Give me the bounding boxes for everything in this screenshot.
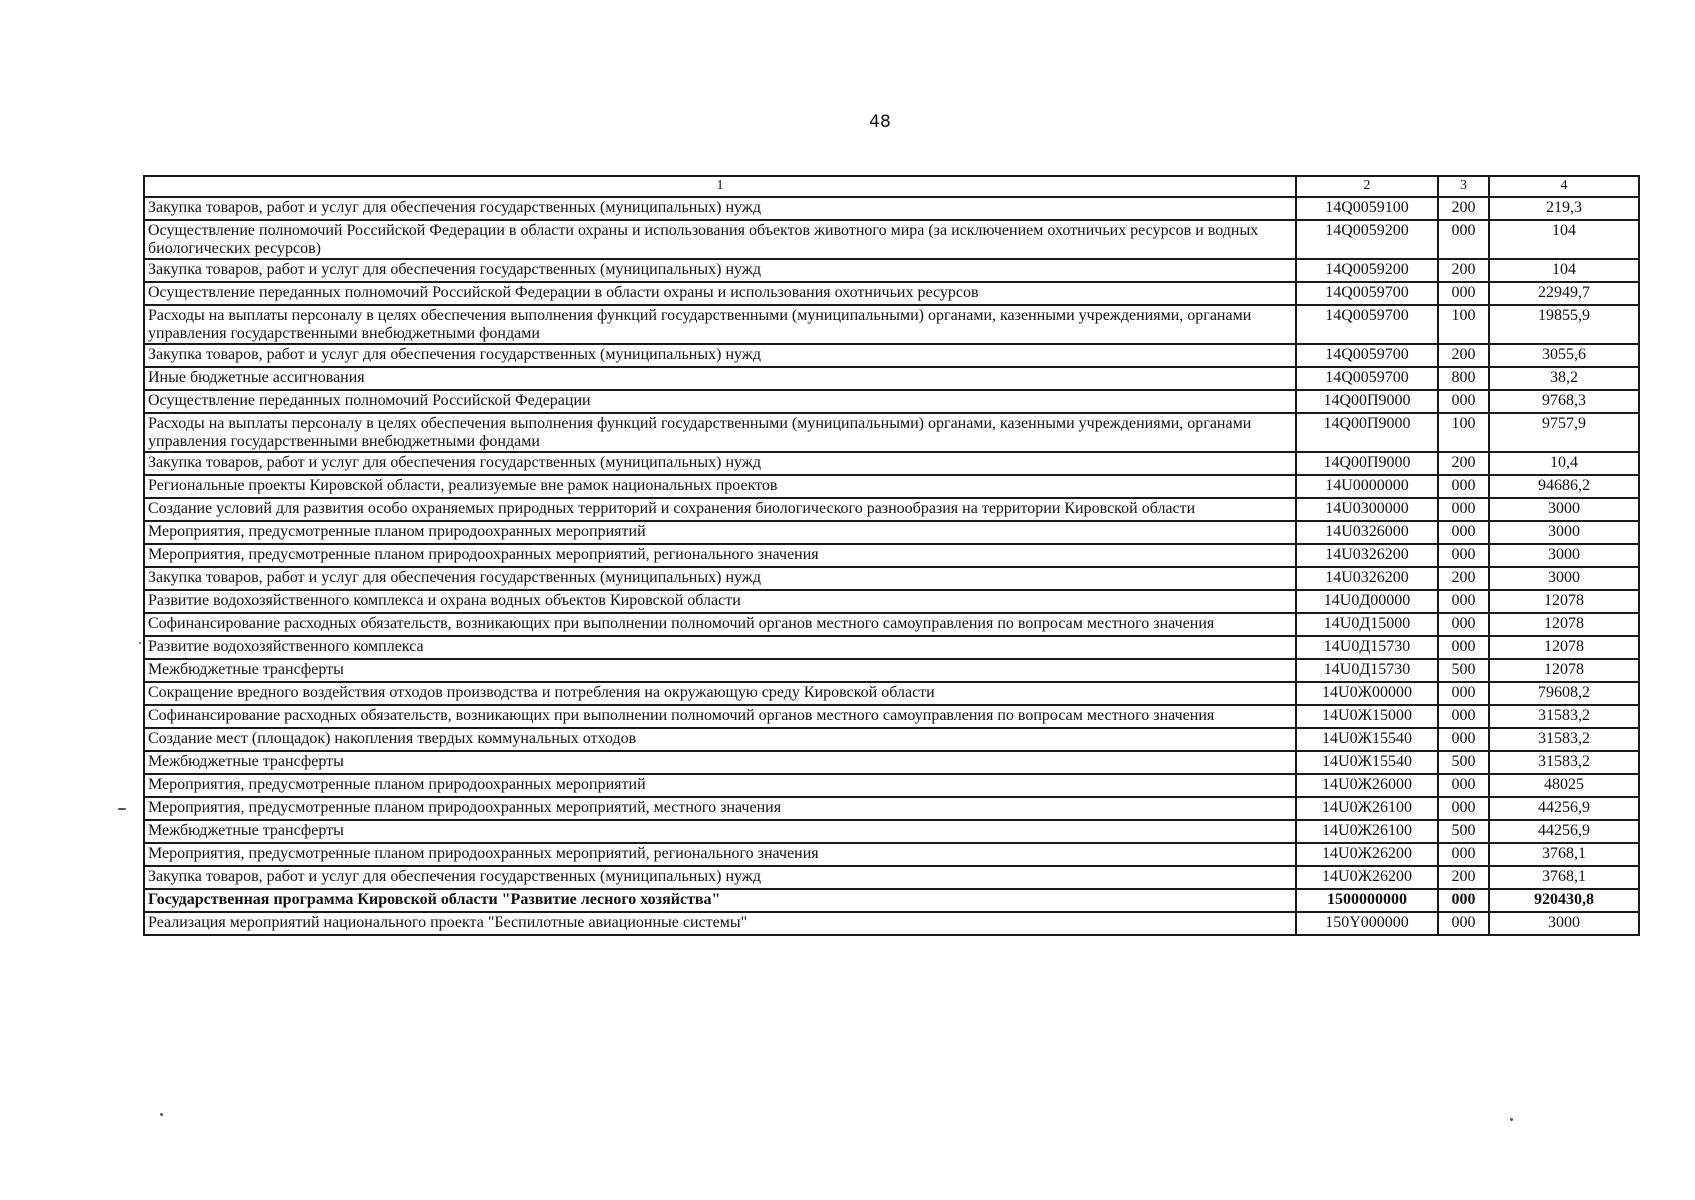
table-row <box>144 912 1639 935</box>
row-name-cell: Софинансирование расходных обязательств, возникающих при выполнении полномочий органов местного самоуправления по вопросам местного значения <box>144 705 1296 728</box>
row-name-cell: Государственная программа Кировской области "Развитие лесного хозяйства" <box>144 889 1296 912</box>
row-name-cell: Софинансирование расходных обязательств, возникающих при выполнении полномочий органов местного самоуправления по вопросам местного значения <box>144 613 1296 636</box>
header-cell-name: 1 <box>144 176 1296 197</box>
table-row <box>144 521 1639 544</box>
row-type-cell: 000 <box>1438 220 1489 259</box>
row-code-cell: 14Q00П9000 <box>1296 413 1438 452</box>
row-type-cell: 000 <box>1438 498 1489 521</box>
scan-speck <box>1510 1118 1513 1121</box>
row-sum-cell: 12078 <box>1489 590 1639 613</box>
row-type-cell: 100 <box>1438 413 1489 452</box>
row-name-cell: Осуществление полномочий Российской Федерации в области охраны и использования объектов животного мира (за исключением охотничьих ресурсов и водных биологических ресурсов) <box>144 220 1296 259</box>
row-type-cell: 000 <box>1438 797 1489 820</box>
row-type-cell: 500 <box>1438 659 1489 682</box>
budget-table <box>143 175 1640 936</box>
table-row <box>144 613 1639 636</box>
row-code-cell: 14Q00П9000 <box>1296 452 1438 475</box>
row-type-cell: 000 <box>1438 390 1489 413</box>
row-code-cell: 150Y000000 <box>1296 912 1438 935</box>
row-sum-cell: 3000 <box>1489 912 1639 935</box>
row-sum-cell: 12078 <box>1489 659 1639 682</box>
row-code-cell: 14U0Д00000 <box>1296 590 1438 613</box>
table-row <box>144 305 1639 344</box>
row-type-cell: 000 <box>1438 843 1489 866</box>
row-name-cell: Расходы на выплаты персоналу в целях обеспечения выполнения функций государственными (муниципальными) органами, казенными учреждениями, органами управления государственными внебюджетными фондами <box>144 305 1296 344</box>
row-name-cell: Осуществление переданных полномочий Российской Федерации в области охраны и использования охотничьих ресурсов <box>144 282 1296 305</box>
row-sum-cell: 44256,9 <box>1489 820 1639 843</box>
row-sum-cell: 9757,9 <box>1489 413 1639 452</box>
row-name-cell: Закупка товаров, работ и услуг для обеспечения государственных (муниципальных) нужд <box>144 259 1296 282</box>
table-row <box>144 820 1639 843</box>
scan-speck <box>139 642 141 644</box>
table-row <box>144 197 1639 220</box>
row-code-cell: 14Q0059700 <box>1296 344 1438 367</box>
row-type-cell: 000 <box>1438 475 1489 498</box>
table-row <box>144 797 1639 820</box>
row-code-cell: 14U0Ж26100 <box>1296 820 1438 843</box>
row-sum-cell: 3000 <box>1489 521 1639 544</box>
table-row <box>144 843 1639 866</box>
row-sum-cell: 44256,9 <box>1489 797 1639 820</box>
row-type-cell: 000 <box>1438 613 1489 636</box>
row-name-cell: Расходы на выплаты персоналу в целях обеспечения выполнения функций государственными (муниципальными) органами, казенными учреждениями, органами управления государственными внебюджетными фондами <box>144 413 1296 452</box>
table-row <box>144 889 1639 912</box>
row-code-cell: 14U0Д15000 <box>1296 613 1438 636</box>
row-sum-cell: 104 <box>1489 259 1639 282</box>
row-type-cell: 000 <box>1438 682 1489 705</box>
row-sum-cell: 3000 <box>1489 544 1639 567</box>
row-type-cell: 200 <box>1438 567 1489 590</box>
row-sum-cell: 31583,2 <box>1489 728 1639 751</box>
row-code-cell: 14U0000000 <box>1296 475 1438 498</box>
row-sum-cell: 3768,1 <box>1489 843 1639 866</box>
row-sum-cell: 3000 <box>1489 567 1639 590</box>
row-code-cell: 14U0Д15730 <box>1296 636 1438 659</box>
scan-speck <box>160 1113 163 1116</box>
table-row <box>144 452 1639 475</box>
row-sum-cell: 31583,2 <box>1489 751 1639 774</box>
table-row <box>144 259 1639 282</box>
table-row <box>144 728 1639 751</box>
row-type-cell: 800 <box>1438 367 1489 390</box>
row-name-cell: Межбюджетные трансферты <box>144 751 1296 774</box>
row-sum-cell: 3768,1 <box>1489 866 1639 889</box>
row-name-cell: Создание условий для развития особо охраняемых природных территорий и сохранения биологического разнообразия на территории Кировской области <box>144 498 1296 521</box>
row-name-cell: Мероприятия, предусмотренные планом природоохранных мероприятий, местного значения <box>144 797 1296 820</box>
row-name-cell: Закупка товаров, работ и услуг для обеспечения государственных (муниципальных) нужд <box>144 567 1296 590</box>
row-name-cell: Мероприятия, предусмотренные планом природоохранных мероприятий, регионального значения <box>144 843 1296 866</box>
row-sum-cell: 104 <box>1489 220 1639 259</box>
page-number: 48 <box>869 112 891 132</box>
row-type-cell: 000 <box>1438 636 1489 659</box>
table-row <box>144 636 1639 659</box>
table-row <box>144 390 1639 413</box>
row-code-cell: 14U0326200 <box>1296 567 1438 590</box>
header-row <box>144 176 1639 197</box>
row-type-cell: 200 <box>1438 259 1489 282</box>
row-name-cell: Создание мест (площадок) накопления твердых коммунальных отходов <box>144 728 1296 751</box>
row-sum-cell: 12078 <box>1489 636 1639 659</box>
row-type-cell: 000 <box>1438 590 1489 613</box>
row-name-cell: Региональные проекты Кировской области, реализуемые вне рамок национальных проектов <box>144 475 1296 498</box>
row-type-cell: 000 <box>1438 728 1489 751</box>
row-sum-cell: 94686,2 <box>1489 475 1639 498</box>
table-row <box>144 367 1639 390</box>
row-type-cell: 000 <box>1438 912 1489 935</box>
row-type-cell: 000 <box>1438 282 1489 305</box>
table-header <box>144 176 1639 197</box>
row-name-cell: Мероприятия, предусмотренные планом природоохранных мероприятий, регионального значения <box>144 544 1296 567</box>
table-row <box>144 774 1639 797</box>
table-row <box>144 682 1639 705</box>
row-code-cell: 14U0326000 <box>1296 521 1438 544</box>
row-type-cell: 000 <box>1438 889 1489 912</box>
row-name-cell: Мероприятия, предусмотренные планом природоохранных мероприятий <box>144 521 1296 544</box>
table-row <box>144 220 1639 259</box>
row-code-cell: 14Q0059700 <box>1296 305 1438 344</box>
row-name-cell: Межбюджетные трансферты <box>144 659 1296 682</box>
row-code-cell: 14Q0059200 <box>1296 259 1438 282</box>
table-row <box>144 544 1639 567</box>
row-name-cell: Иные бюджетные ассигнования <box>144 367 1296 390</box>
row-sum-cell: 3055,6 <box>1489 344 1639 367</box>
row-type-cell: 000 <box>1438 521 1489 544</box>
row-type-cell: 000 <box>1438 774 1489 797</box>
row-code-cell: 14Q00П9000 <box>1296 390 1438 413</box>
table-row <box>144 705 1639 728</box>
row-code-cell: 14U0Ж15540 <box>1296 728 1438 751</box>
row-sum-cell: 38,2 <box>1489 367 1639 390</box>
row-code-cell: 14U0Ж00000 <box>1296 682 1438 705</box>
row-type-cell: 000 <box>1438 705 1489 728</box>
row-sum-cell: 920430,8 <box>1489 889 1639 912</box>
table-row <box>144 344 1639 367</box>
row-code-cell: 14U0Д15730 <box>1296 659 1438 682</box>
row-sum-cell: 19855,9 <box>1489 305 1639 344</box>
header-cell-sum: 4 <box>1489 176 1639 197</box>
row-code-cell: 14U0300000 <box>1296 498 1438 521</box>
row-code-cell: 14U0Ж26200 <box>1296 843 1438 866</box>
row-name-cell: Сокращение вредного воздействия отходов производства и потребления на окружающую среду Кировской области <box>144 682 1296 705</box>
row-code-cell: 14Q0059700 <box>1296 282 1438 305</box>
row-sum-cell: 219,3 <box>1489 197 1639 220</box>
row-type-cell: 500 <box>1438 820 1489 843</box>
table-row <box>144 866 1639 889</box>
row-code-cell: 14Q0059700 <box>1296 367 1438 390</box>
row-sum-cell: 12078 <box>1489 613 1639 636</box>
row-code-cell: 1500000000 <box>1296 889 1438 912</box>
row-type-cell: 200 <box>1438 344 1489 367</box>
table-row <box>144 751 1639 774</box>
row-code-cell: 14U0Ж26000 <box>1296 774 1438 797</box>
row-name-cell: Закупка товаров, работ и услуг для обеспечения государственных (муниципальных) нужд <box>144 197 1296 220</box>
row-name-cell: Закупка товаров, работ и услуг для обеспечения государственных (муниципальных) нужд <box>144 866 1296 889</box>
header-cell-type: 3 <box>1438 176 1489 197</box>
scan-speck <box>118 808 126 810</box>
row-sum-cell: 48025 <box>1489 774 1639 797</box>
row-code-cell: 14Q0059100 <box>1296 197 1438 220</box>
row-name-cell: Реализация мероприятий национального проекта "Беспилотные авиационные системы" <box>144 912 1296 935</box>
row-name-cell: Межбюджетные трансферты <box>144 820 1296 843</box>
row-sum-cell: 31583,2 <box>1489 705 1639 728</box>
row-sum-cell: 3000 <box>1489 498 1639 521</box>
row-code-cell: 14U0Ж15540 <box>1296 751 1438 774</box>
table-row <box>144 413 1639 452</box>
row-type-cell: 200 <box>1438 866 1489 889</box>
table-body <box>144 197 1639 935</box>
row-sum-cell: 22949,7 <box>1489 282 1639 305</box>
row-sum-cell: 10,4 <box>1489 452 1639 475</box>
row-code-cell: 14U0326200 <box>1296 544 1438 567</box>
table-row <box>144 498 1639 521</box>
table-row <box>144 567 1639 590</box>
row-code-cell: 14U0Ж26200 <box>1296 866 1438 889</box>
row-name-cell: Закупка товаров, работ и услуг для обеспечения государственных (муниципальных) нужд <box>144 344 1296 367</box>
row-type-cell: 500 <box>1438 751 1489 774</box>
row-code-cell: 14Q0059200 <box>1296 220 1438 259</box>
row-name-cell: Мероприятия, предусмотренные планом природоохранных мероприятий <box>144 774 1296 797</box>
table-row <box>144 475 1639 498</box>
row-type-cell: 000 <box>1438 544 1489 567</box>
row-type-cell: 200 <box>1438 197 1489 220</box>
row-code-cell: 14U0Ж26100 <box>1296 797 1438 820</box>
table-row <box>144 590 1639 613</box>
header-cell-code: 2 <box>1296 176 1438 197</box>
row-type-cell: 200 <box>1438 452 1489 475</box>
row-name-cell: Закупка товаров, работ и услуг для обеспечения государственных (муниципальных) нужд <box>144 452 1296 475</box>
row-sum-cell: 79608,2 <box>1489 682 1639 705</box>
row-name-cell: Осуществление переданных полномочий Российской Федерации <box>144 390 1296 413</box>
row-name-cell: Развитие водохозяйственного комплекса <box>144 636 1296 659</box>
row-type-cell: 100 <box>1438 305 1489 344</box>
row-name-cell: Развитие водохозяйственного комплекса и охрана водных объектов Кировской области <box>144 590 1296 613</box>
row-sum-cell: 9768,3 <box>1489 390 1639 413</box>
row-code-cell: 14U0Ж15000 <box>1296 705 1438 728</box>
table-row <box>144 282 1639 305</box>
table-row <box>144 659 1639 682</box>
